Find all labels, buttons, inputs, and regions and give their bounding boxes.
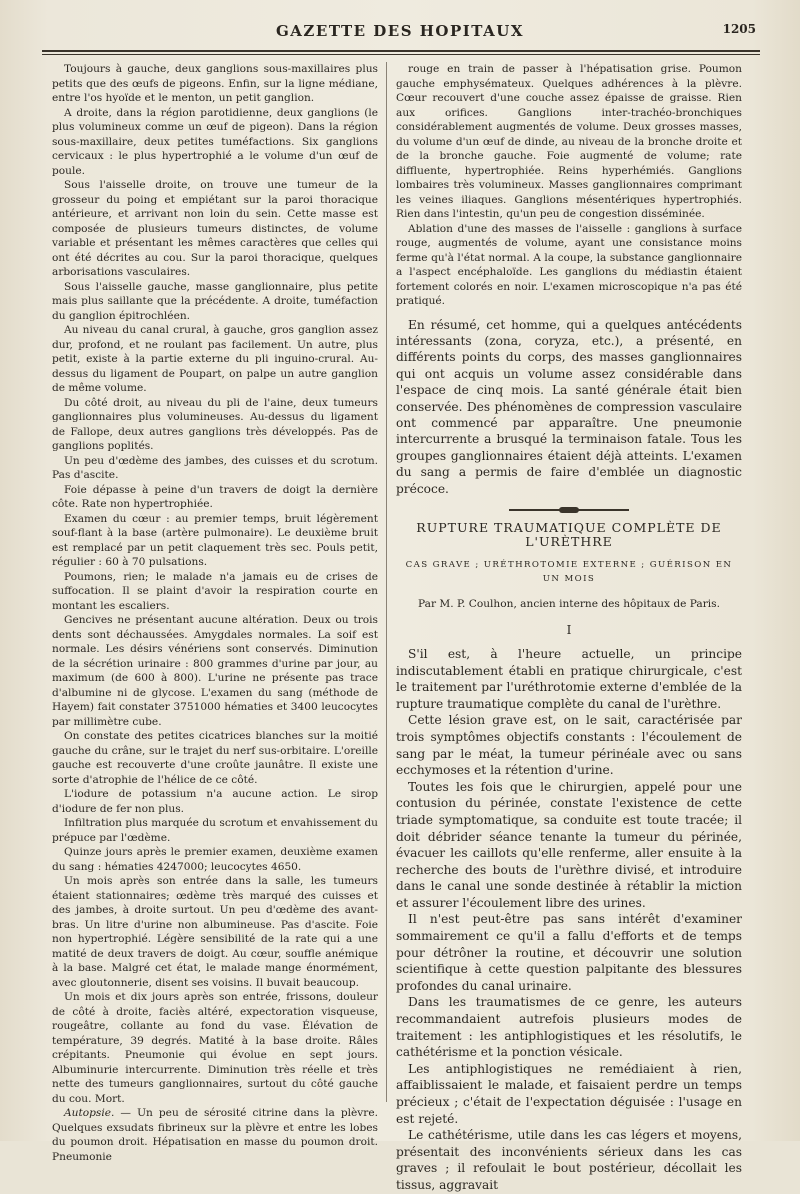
section-numeral: I <box>566 623 572 638</box>
paragraph: Infiltration plus marquée du scrotum et envahissement du prépuce par l'œdème. <box>52 817 378 844</box>
paragraph: L'iodure de potassium n'a aucune action. Le sirop d'iodure de fer non plus. <box>52 788 378 815</box>
paragraph: Dans les traumatismes de ce genre, les auteurs recommandaient autrefois plusieurs modes de traitement : les antiphlogistiques et les résolutifs, le cathétérisme et la ponction vésicale. <box>396 995 742 1060</box>
paragraph: Examen du cœur : au premier temps, bruit légèrement souf-flant à la base (artère pulmonaire). Le deuxième bruit est remplacé par un petit claquement très sec. Pouls petit, régulier : 60 à 70 pulsations. <box>52 512 378 568</box>
autopsy-paragraph <box>52 1106 378 1164</box>
paragraph: Un mois et dix jours après son entrée, frissons, douleur de côté à droite, faciès altéré, expectoration visqueuse, rougeâtre, collante au fond du vase. Élévation de température, 39 degrés. Matité à la base droite. Râles crépitants. Pneumonie qui évolue en sept jours. Albuminurie intercurrente. Diminution très réelle et très nette des tumeurs ganglionnaires, surtout du côté gauche du cou. Mort. <box>52 991 378 1105</box>
paragraph: On constate des petites cicatrices blanches sur la moitié gauche du crâne, sur le trajet du nerf sus-orbitaire. L'oreille gauche est recouverte d'une croûte jaunâtre. Il existe une sorte d'atrophie de l'hélice de ce côté. <box>52 730 378 786</box>
page-header <box>40 18 760 44</box>
paragraph: Il n'est peut-être pas sans intérêt d'examiner sommairement ce qu'il a fallu d'efforts et de temps pour détrôner la routine, et découvrir une solution scientifique à cette question palpitante des blessures profondes du canal urinaire. <box>396 912 742 993</box>
paragraph: Cette lésion grave est, on le sait, caractérisée par trois symptômes objectifs constants : l'écoulement de sang par le méat, la tumeur périnéale avec ou sans ecchymoses et la rétention d'urine. <box>396 713 742 778</box>
paragraph: Sous l'aisselle droite, on trouve une tumeur de la grosseur du poing et empiétant sur la paroi thoracique antérieure, et arrivant non loin du sein. Cette masse est composée de plusieurs tumeurs distinctes, de volume variable et présentant les mêmes caractères que celles qui ont été décrites au cou. Sur la paroi thoracique, quelques arborisations vasculaires. <box>52 179 378 278</box>
page-number: 1205 <box>722 22 756 36</box>
running-title: GAZETTE DES HOPITAUX <box>275 22 524 40</box>
paragraph: Au niveau du canal crural, à gauche, gros ganglion assez dur, profond, et ne roulant pas facilement. Un autre, plus petit, existe à la partie externe du pli inguino-crural. Au-dessus du ligament de Poupart, on palpe un autre ganglion de même volume. <box>52 324 378 394</box>
paragraph: Toujours à gauche, deux ganglions sous-maxillaires plus petits que des œufs de pigeons. Enfin, sur la ligne médiane, entre l'os hyoïde et le menton, un petit ganglion. <box>52 63 378 104</box>
paragraph: Sous l'aisselle gauche, masse ganglionnaire, plus petite mais plus saillante que la précédente. A droite, tuméfaction du ganglion épitrochléen. <box>52 280 378 322</box>
article-title: RUPTURE TRAUMATIQUE COMPLÈTE DE L'URÈTHRE <box>416 519 722 550</box>
left-column <box>52 62 378 1164</box>
paragraph: Les antiphlogistiques ne remédiaient à rien, affaiblissaient le malade, et faisaient perdre un temps précieux ; c'était de l'expectation déguisée : l'usage en est rejeté. <box>396 1061 742 1126</box>
paragraph: Poumons, rien; le malade n'a jamais eu de crises de suffocation. Il se plaint d'avoir la respiration courte en montant les escaliers. <box>52 570 378 612</box>
column-divider <box>386 62 387 1102</box>
article-subtitle: CAS GRAVE ; URÉTHROTOMIE EXTERNE ; GUÉRISON EN UN MOIS <box>405 559 733 585</box>
summary-block <box>396 317 742 497</box>
header-rule <box>42 50 760 55</box>
paragraph: S'il est, à l'heure actuelle, un principe indiscutablement établi en pratique chirurgicale, c'est le traitement par l'uréthrotomie externe d'emblée de la rupture traumatique complète du canal de l'urèthre. <box>396 646 742 711</box>
article-body <box>396 646 742 1194</box>
right-column <box>396 62 742 1194</box>
paragraph: Ablation d'une des masses de l'aisselle : ganglions à surface rouge, augmentés de volume, ayant une consistance moins ferme qu'à l'état normal. A la coupe, la substance ganglionnaire a l'aspect encéphaloïde. Les ganglions du médiastin étaient fortement colorés en noir. L'examen microscopique n'a pas été pratiqué. <box>396 222 742 307</box>
paragraph: Un peu d'œdème des jambes, des cuisses et du scrotum. Pas d'ascite. <box>52 454 378 481</box>
summary-paragraph: En résumé, cet homme, qui a quelques antécédents intéressants (zona, coryza, etc.), a présenté, en différents points du corps, des masses ganglionnaires qui ont acquis un volume assez considérable dans l'espace de cinq mois. La santé générale était bien conservée. Des phénomènes de compression vasculaire ont commencé par apparaître. Une pneumonie intercurrente a brusqué la terminaison fatale. Tous les groupes ganglionnaires étaient déjà atteints. L'examen du sang a permis de faire d'emblée un diagnostic précoce. <box>396 317 742 496</box>
paragraph: Foie dépasse à peine d'un travers de doigt la dernière côte. Rate non hypertrophiée. <box>52 483 378 510</box>
article-author: Par M. P. Coulhon, ancien interne des hôpitaux de Paris. <box>418 597 720 610</box>
paragraph: A droite, dans la région parotidienne, deux ganglions (le plus volumineux comme un œuf de pigeon). Dans la région sous-maxillaire, deux petites tuméfactions. Six ganglions cervicaux : le plus hypertrophié a le volume d'un œuf de poule. <box>52 106 378 177</box>
paragraph: Gencives ne présentant aucune altération. Deux ou trois dents sont déchaussées. Amygdales normales. La soif est normale. Les désirs vénériens sont conservés. Diminution de la sécrétion urinaire : 800 grammes d'urine par jour, au maximum (de 600 à 800). L'urine ne présente pas trace d'albumine ni de glycose. L'examen du sang (méthode de Hayem) fait constater 3751000 hématies et 3400 leucocytes par millimètre cube. <box>52 614 378 728</box>
autopsy-text: — Un peu de sérosité citrine dans la plèvre. Quelques exsudats fibrineux sur la plèvre et entre les lobes du poumon droit. Hépatisation en masse du poumon droit. Pneumonie <box>52 1107 378 1163</box>
paragraph: Toutes les fois que le chirurgien, appelé pour une contusion du périnée, constate l'existence de cette triade symptomatique, sa conduite est toute tracée; il doit débrider séance tenante la tumeur du périnée, évacuer les caillots qu'elle renferme, aller ensuite à la recherche des bouts de l'urèthre divisé, et introduire dans le canal une sonde destinée à rétablir la miction et assurer l'écoulement libre des urines. <box>396 779 742 910</box>
section-divider <box>509 509 629 511</box>
paragraph: Le cathétérisme, utile dans les cas légers et moyens, présentait des inconvénients sérieux dans les cas graves ; il refoulait le bout postérieur, décollait les tissus, aggravait <box>396 1128 742 1192</box>
paragraph: Quinze jours après le premier examen, deuxième examen du sang : hématies 4247000; leucocytes 4650. <box>52 846 378 873</box>
paragraph: Du côté droit, au niveau du pli de l'aine, deux tumeurs ganglionnaires plus volumineuses. Au-dessus du ligament de Fallope, deux autres ganglions très développés. Pas de ganglions poplités. <box>52 396 378 452</box>
paragraph: Un mois après son entrée dans la salle, les tumeurs étaient stationnaires; œdème très marqué des cuisses et des jambes, à droite surtout. Un peu d'œdème des avant-bras. Un litre d'urine non albumineuse. Pas d'ascite. Foie non hypertrophié. Légère sensibilité de la rate qui a une matité de deux travers de doigt. Au cœur, souffle anémique à la base. Malgré cet état, le malade mange énormément, avec gloutonnerie, disent ses voisins. Il buvait beaucoup. <box>52 875 378 989</box>
autopsy-label: Autopsie. <box>64 1107 115 1119</box>
paragraph: rouge en train de passer à l'hépatisation grise. Poumon gauche emphysémateux. Quelques adhérences à la plèvre. Cœur recouvert d'une couche assez épaisse de graisse. Rien aux orifices. Ganglions inter-trachéo-bronchiques considérablement augmentés de volume. Deux grosses masses, du volume d'un œuf de dinde, au niveau de la bronche droite et de la bronche gauche. Foie augmenté de volume; rate diffluente, hypertrophiée. Reins hyperhémiés. Ganglions lombaires très volumineux. Masses ganglionnaires comprimant les veines iliaques. Ganglions mésentériques hypertrophiés. Rien dans l'intestin, qu'un peu de congestion disséminée. <box>396 63 742 220</box>
